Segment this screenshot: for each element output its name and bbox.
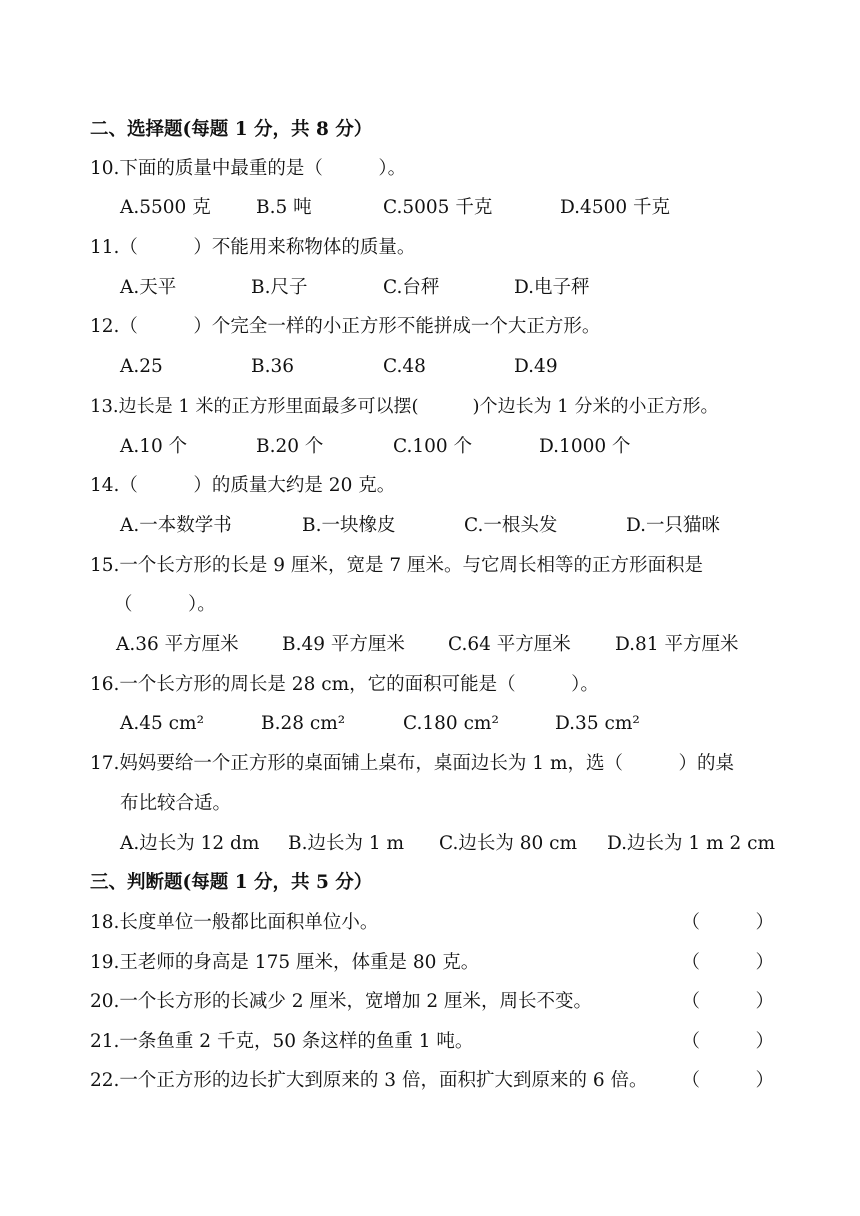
question-16: 16.一个长方形的周长是 28 cm，它的面积可能是（ ）。: [90, 674, 599, 695]
question-13-options: [0, 432, 860, 462]
option-b[interactable]: B.尺子: [251, 277, 308, 298]
option-d[interactable]: D.35 cm²: [555, 713, 640, 734]
option-a[interactable]: A.边长为 12 dm: [120, 833, 260, 854]
question-14: 14.（ ）的质量大约是 20 克。: [90, 475, 396, 496]
option-a[interactable]: A.10 个: [120, 436, 188, 457]
option-b[interactable]: B.36: [251, 356, 295, 377]
option-d[interactable]: D.1000 个: [539, 436, 631, 457]
option-d[interactable]: D.49: [514, 356, 558, 377]
option-b[interactable]: B.28 cm²: [261, 713, 346, 734]
option-c[interactable]: C.64 平方厘米: [448, 634, 571, 655]
question-15-options: [0, 630, 860, 660]
option-c[interactable]: C.100 个: [393, 436, 473, 457]
judgment-20: 20.一个长方形的长减少 2 厘米，宽增加 2 厘米，周长不变。 （ ）: [0, 987, 860, 1017]
answer-bracket[interactable]: （ ）: [681, 991, 774, 1012]
question-10-options: [0, 193, 860, 223]
option-c[interactable]: C.180 cm²: [403, 713, 499, 734]
option-a[interactable]: A.5500 克: [120, 197, 211, 218]
option-d[interactable]: D.边长为 1 m 2 cm: [607, 833, 776, 854]
question-15: 15.一个长方形的长是 9 厘米，宽是 7 厘米。与它周长相等的正方形面积是: [90, 555, 703, 576]
option-a[interactable]: A.36 平方厘米: [116, 634, 239, 655]
option-a[interactable]: A.45 cm²: [120, 713, 204, 734]
answer-bracket[interactable]: （ ）: [681, 912, 774, 933]
answer-bracket[interactable]: （ ）: [681, 952, 774, 973]
option-a[interactable]: A.一本数学书: [120, 515, 232, 536]
judgment-22: 22.一个正方形的边长扩大到原来的 3 倍，面积扩大到原来的 6 倍。 （ ）: [0, 1066, 860, 1096]
question-12: 12.（ ）个完全一样的小正方形不能拼成一个大正方形。: [90, 316, 601, 337]
question-14-options: [0, 511, 860, 541]
option-d[interactable]: D.81 平方厘米: [615, 634, 739, 655]
question-16-options: [0, 709, 860, 739]
question-12-options: [0, 352, 860, 382]
question-17-options: [0, 829, 860, 859]
answer-bracket[interactable]: （ ）: [681, 1031, 774, 1052]
option-c[interactable]: C.边长为 80 cm: [439, 833, 578, 854]
judgment-21: 21.一条鱼重 2 千克，50 条这样的鱼重 1 吨。 （ ）: [0, 1027, 860, 1057]
option-d[interactable]: D.4500 千克: [560, 197, 671, 218]
question-11-options: [0, 273, 860, 303]
question-15-continuation: （ ）。: [114, 594, 216, 615]
question-17-continuation: 布比较合适。: [120, 793, 232, 814]
option-b[interactable]: B.5 吨: [256, 197, 312, 218]
option-c[interactable]: C.台秤: [383, 277, 440, 298]
section-heading-judge: 三、判断题(每题 1 分，共 5 分）: [90, 872, 373, 893]
option-a[interactable]: A.25: [120, 356, 163, 377]
option-b[interactable]: B.边长为 1 m: [288, 833, 405, 854]
option-c[interactable]: C.5005 千克: [383, 197, 493, 218]
option-c[interactable]: C.48: [383, 356, 426, 377]
question-13: 13.边长是 1 米的正方形里面最多可以摆( )个边长为 1 分米的小正方形。: [90, 396, 719, 417]
option-c[interactable]: C.一根头发: [464, 515, 558, 536]
option-d[interactable]: D.一只猫咪: [626, 515, 721, 536]
answer-bracket[interactable]: （ ）: [681, 1070, 774, 1091]
option-b[interactable]: B.一块橡皮: [302, 515, 396, 536]
option-b[interactable]: B.49 平方厘米: [282, 634, 405, 655]
question-17: 17.妈妈要给一个正方形的桌面铺上桌布，桌面边长为 1 m，选（ ）的桌: [90, 753, 734, 774]
option-a[interactable]: A.天平: [120, 277, 177, 298]
option-b[interactable]: B.20 个: [256, 436, 324, 457]
option-d[interactable]: D.电子秤: [514, 277, 590, 298]
judgment-19: 19.王老师的身高是 175 厘米，体重是 80 克。 （ ）: [0, 948, 860, 978]
judgment-18: 18.长度单位一般都比面积单位小。 （ ）: [0, 908, 860, 938]
question-10: 10.下面的质量中最重的是（ ）。: [90, 158, 407, 179]
question-11: 11.（ ）不能用来称物体的质量。: [90, 237, 416, 258]
section-heading-choice: 二、选择题(每题 1 分，共 8 分）: [90, 119, 373, 140]
